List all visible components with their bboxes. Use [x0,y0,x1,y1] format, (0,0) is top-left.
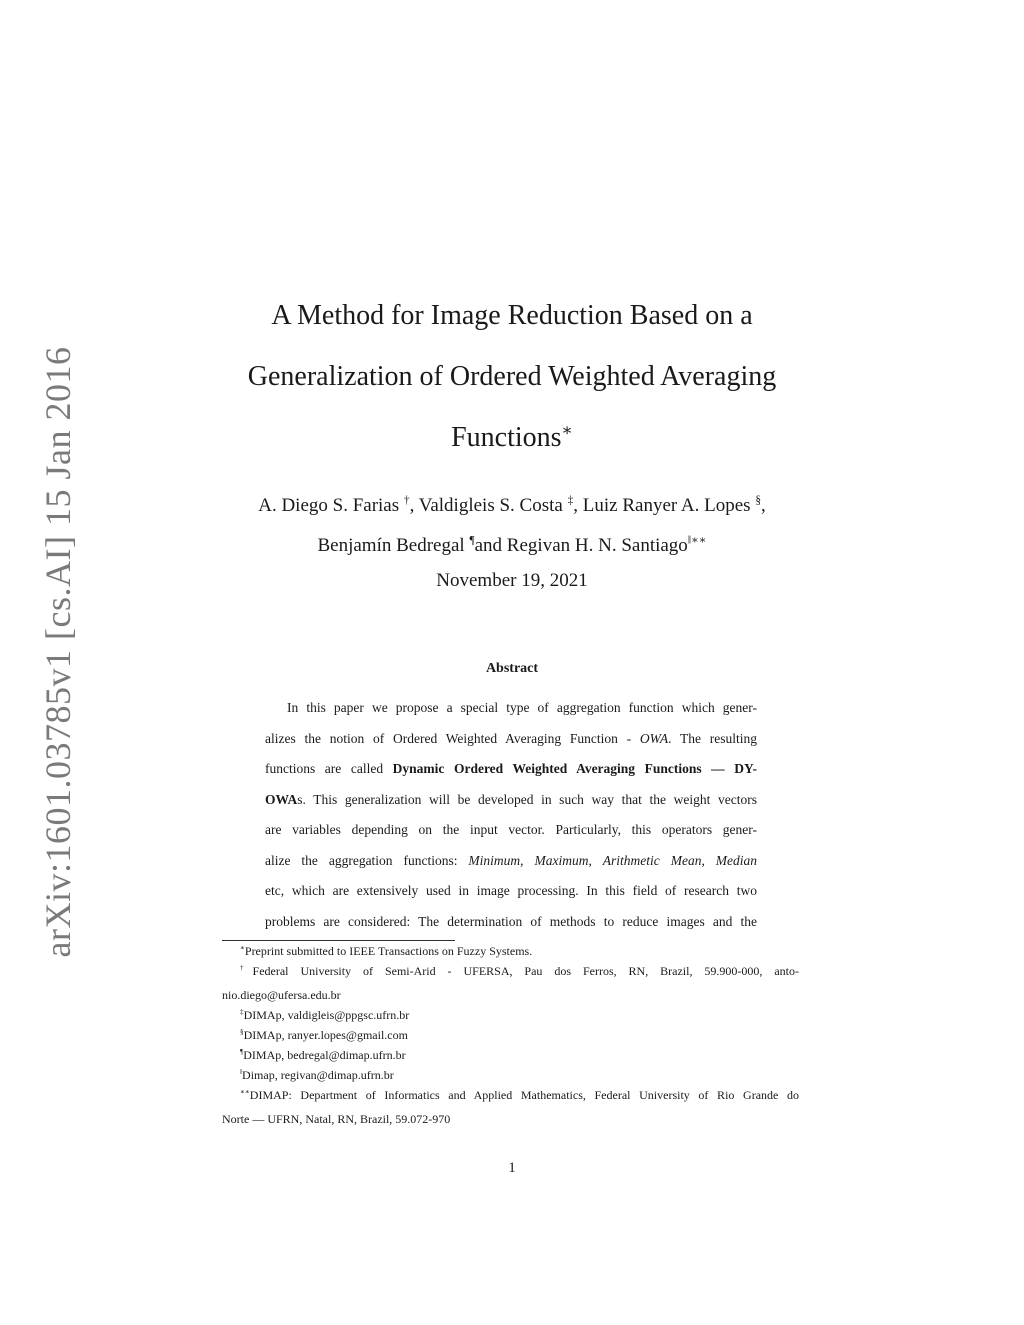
footnote-dimap [222,1085,799,1105]
footnote-text: DIMAp, bedregal@dimap.ufrn.br [243,1048,406,1062]
footnote-mark: § [240,1028,244,1036]
footnote-farias-cont: nio.diego@ufersa.edu.br [222,988,341,1002]
abstract-owa-term: OWA [639,730,669,746]
abstract-text: , [701,852,716,868]
abstract-dyowa-term-cont: OWA [265,791,298,807]
title-footnote-mark: ∗ [561,420,573,440]
abstract-term-maximum: Maximum [534,852,589,868]
footnote-mark: ‖ [240,1068,243,1076]
abstract-body [265,693,757,937]
publication-date: November 19, 2021 [436,570,588,591]
abstract-line: etc, which are extensively used in image processing. In this field of research two [265,883,757,898]
author-list [150,486,874,566]
footnote-text: DIMAp, valdigleis@ppgsc.ufrn.br [243,1008,410,1022]
footnote-santiago [222,1065,799,1085]
footnote-mark: ‡ [240,1008,244,1016]
footnote-farias [222,961,799,981]
footnote-text: Federal University of Semi-Arid - UFERSA, Pau dos Ferros, RN, Brazil, 59.900-000, anto- [252,964,799,978]
abstract-line: problems are considered: The determination of methods to reduce images and the [265,913,757,929]
author-line-1 [150,486,874,526]
footnote-text: Preprint submitted to IEEE Transactions on Fuzzy Systems. [244,944,533,958]
author-mark-parallel: ‖∗∗ [687,534,707,547]
abstract-text: alize the aggregation functions: [265,852,469,868]
title-line-3 [180,407,844,468]
abstract-line [265,846,757,877]
abstract-text: , [520,852,535,868]
author-costa: , Valdigleis S. Costa [409,495,568,516]
footnote-mark: ¶ [240,1048,244,1056]
abstract-line: In this paper we propose a special type of aggregation function which gener- [287,700,757,715]
title-line-3-text: Functions [451,422,562,453]
author-mark-pilcrow: ¶ [469,534,475,547]
author-line-2 [150,526,874,566]
footnote-text: DIMAp, ranyer.lopes@gmail.com [243,1028,408,1042]
author-mark-dagger: † [403,494,410,507]
footnote-preprint [222,941,799,961]
abstract-term-mean: Arithmetic Mean [602,852,702,868]
footnote-mark: ∗∗ [240,1088,250,1096]
author-mark-ddagger: ‡ [567,494,574,507]
abstract-text: alizes the notion of Ordered Weighted Averaging Function - [265,730,640,746]
author-sep: , [761,495,766,516]
footnotes [222,941,799,1129]
abstract-line [265,724,757,755]
abstract-line [265,785,757,816]
footnote-text: DIMAP: Department of Informatics and Applied Mathematics, Federal University of Rio Grande do [249,1088,799,1102]
title-line-2: Generalization of Ordered Weighted Averaging [247,361,777,392]
abstract-line: are variables depending on the input vector. Particularly, this operators gener- [265,822,757,837]
author-farias: A. Diego S. Farias [258,495,404,516]
abstract-text: functions are called [265,761,393,776]
footnote-bedregal [222,1045,799,1065]
author-bedregal: Benjamín Bedregal [317,535,470,556]
abstract-term-median: Median [715,852,758,868]
footnote-mark: † [240,964,253,972]
abstract-line [265,754,757,785]
paper-title [180,285,844,468]
abstract-heading: Abstract [485,661,539,676]
abstract-term-minimum: Minimum [468,852,521,868]
abstract-text: , [588,852,603,868]
arxiv-identifier: arXiv:1601.03785v1 [cs.AI] 15 Jan 2016 [38,346,78,958]
author-santiago: and Regivan H. N. Santiago [474,535,688,556]
abstract-dyowa-term: Dynamic Ordered Weighted Averaging Functions — DY- [392,761,758,776]
page-number: 1 [508,1160,516,1176]
title-line-1: A Method for Image Reduction Based on a [271,300,753,331]
footnote-costa [222,1005,799,1025]
author-mark-section: § [755,494,762,507]
footnote-text: Dimap, regivan@dimap.ufrn.br [242,1068,394,1082]
abstract-text: s. This generalization will be developed in such way that the weight vectors [297,791,757,807]
abstract-text: . The resulting [668,730,758,746]
footnote-dimap-cont: Norte — UFRN, Natal, RN, Brazil, 59.072-970 [222,1112,451,1126]
footnote-lopes [222,1025,799,1045]
author-lopes: , Luiz Ranyer A. Lopes [573,495,756,516]
footnote-mark: ∗ [240,944,245,952]
